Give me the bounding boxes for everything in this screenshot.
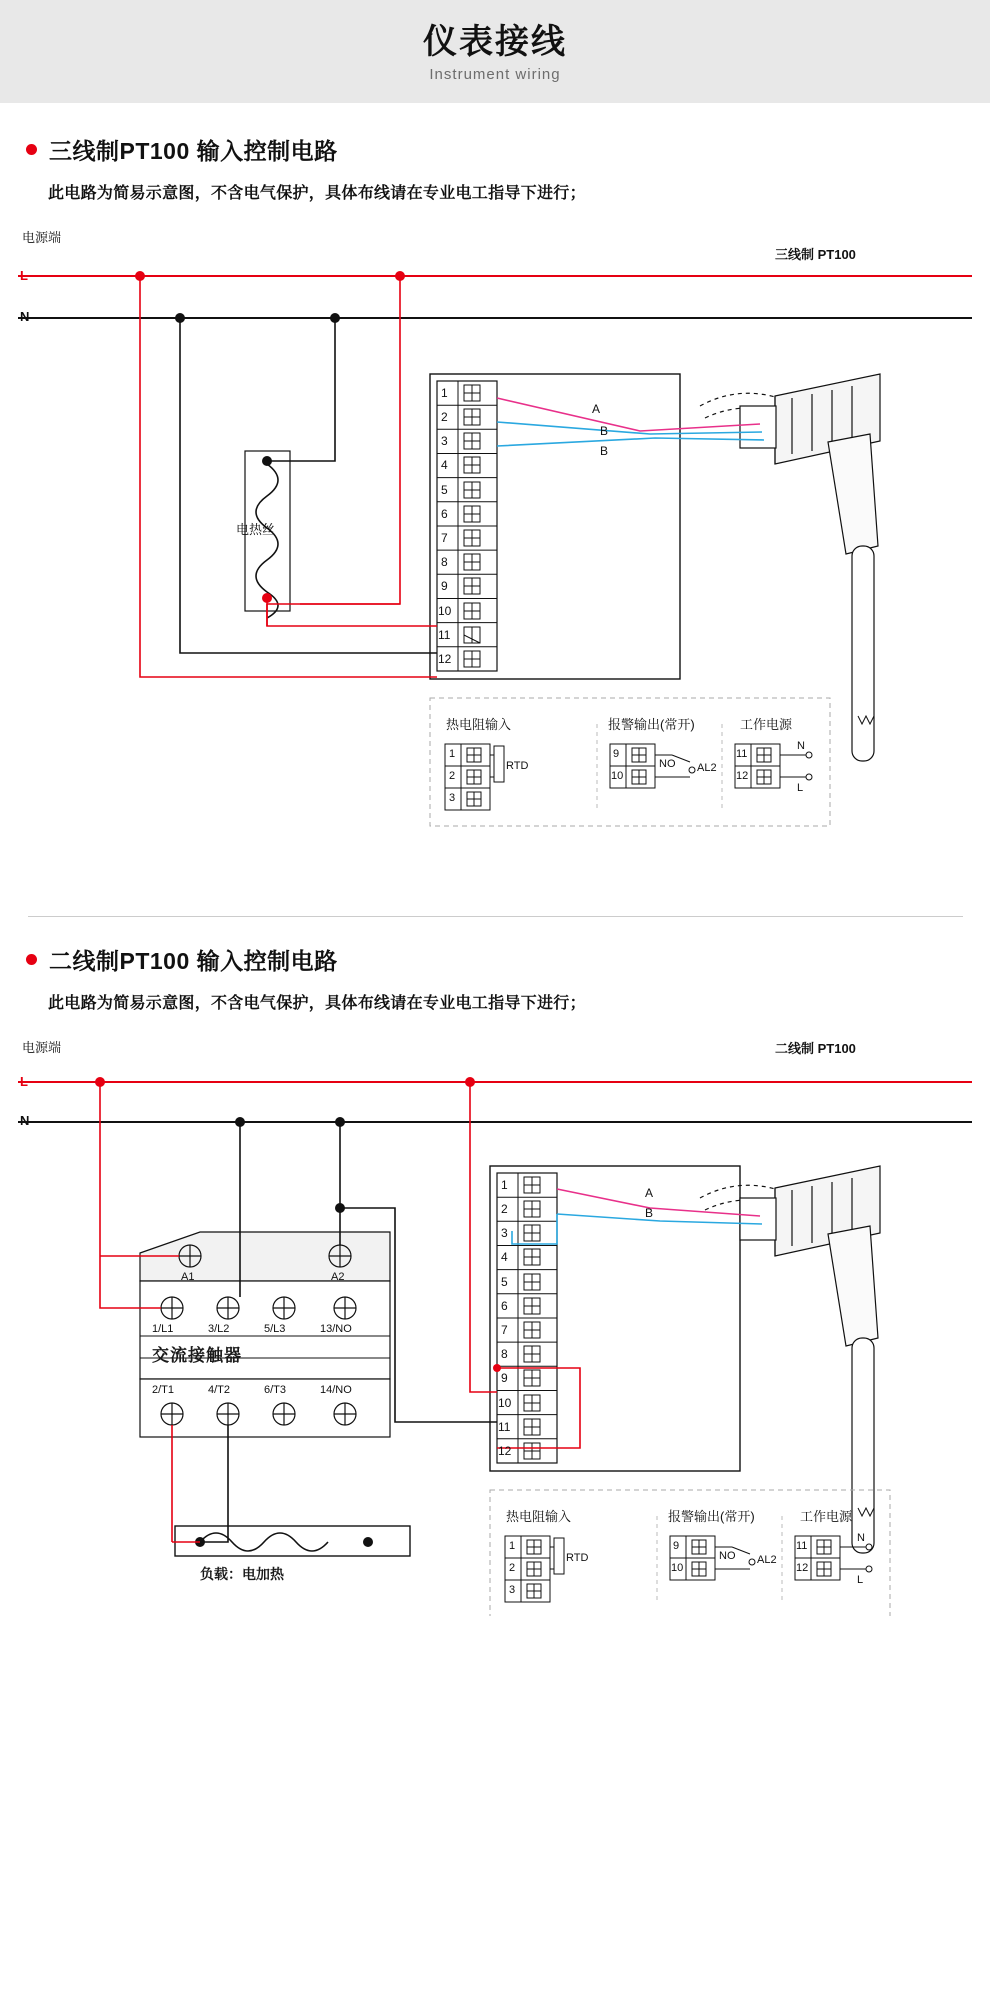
section-three-wire bbox=[0, 133, 990, 916]
terminal-num: 9 bbox=[501, 1371, 508, 1385]
legend-rtd-term: 2 bbox=[449, 770, 456, 782]
terminal-num: 4 bbox=[501, 1250, 508, 1264]
terminal-num: 6 bbox=[501, 1299, 508, 1313]
wire-label-B1-1: B bbox=[600, 424, 609, 438]
load-label: 负载：电加热 bbox=[200, 1566, 284, 1582]
legend-power-term: 11 bbox=[736, 748, 748, 760]
terminal-num: 5 bbox=[441, 483, 448, 497]
two-wire-schematic bbox=[0, 1056, 990, 1616]
page-subtitle: Instrument wiring bbox=[429, 66, 561, 83]
legend-rtd-term: 2 bbox=[509, 1562, 516, 1574]
terminal-num: 8 bbox=[501, 1347, 508, 1361]
wire-label-A-2: A bbox=[645, 1186, 654, 1200]
heater-label: 电热丝 bbox=[236, 522, 276, 537]
section-2-title: 二线制PT100 输入控制电路 bbox=[49, 948, 338, 974]
legend-alarm-term: 10 bbox=[671, 1562, 684, 1574]
contactor-terminal-bottom: 4/T2 bbox=[208, 1384, 231, 1396]
section-1-heading bbox=[26, 133, 990, 166]
terminal-num: 2 bbox=[501, 1202, 508, 1216]
three-wire-schematic bbox=[0, 246, 990, 916]
legend-alarm-title-1: 报警输出(常开) bbox=[608, 717, 695, 732]
section-1-power-label: 电源端 bbox=[22, 230, 62, 245]
contactor-terminal-A1: A1 bbox=[181, 1271, 195, 1283]
terminal-num: 12 bbox=[498, 1444, 512, 1458]
legend-alarm-title-2: 报警输出(常开) bbox=[668, 1509, 755, 1524]
terminal-num: 10 bbox=[498, 1396, 512, 1410]
legend-power-N-2: N bbox=[857, 1532, 865, 1544]
wire-label-B-2: B bbox=[645, 1206, 654, 1220]
terminal-num: 1 bbox=[501, 1178, 508, 1192]
wire-label-A-1: A bbox=[592, 402, 601, 416]
legend-rtd-label-1: RTD bbox=[506, 760, 529, 772]
section-divider bbox=[28, 916, 963, 917]
line-label-L-2: L bbox=[20, 1074, 28, 1089]
legend-power-term: 12 bbox=[796, 1562, 809, 1574]
legend-rtd-label-2: RTD bbox=[566, 1552, 589, 1564]
contactor-terminal-mid: 1/L1 bbox=[152, 1323, 174, 1335]
terminal-num: 7 bbox=[501, 1323, 508, 1337]
terminal-num: 5 bbox=[501, 1275, 508, 1289]
legend-rtd-term: 1 bbox=[509, 1540, 516, 1552]
bullet-icon bbox=[26, 954, 37, 965]
contactor-terminal-A2: A2 bbox=[331, 1271, 345, 1283]
contactor-terminal-mid: 3/L2 bbox=[208, 1323, 230, 1335]
contactor-terminal-bottom: 6/T3 bbox=[264, 1384, 287, 1396]
legend-power-title-2: 工作电源 bbox=[800, 1509, 853, 1524]
legend-power-term: 12 bbox=[736, 770, 749, 782]
terminal-num: 3 bbox=[501, 1226, 508, 1240]
section-1-title: 三线制PT100 输入控制电路 bbox=[49, 138, 338, 164]
terminal-num: 8 bbox=[441, 555, 448, 569]
contactor-terminal-mid: 5/L3 bbox=[264, 1323, 286, 1335]
contactor-terminal-bottom: 14/NO bbox=[320, 1384, 352, 1396]
section-2-heading bbox=[26, 943, 990, 976]
page-title: 仪表接线 bbox=[423, 23, 567, 61]
terminal-num: 6 bbox=[441, 507, 448, 521]
section-two-wire bbox=[0, 943, 990, 1616]
terminal-num: 7 bbox=[441, 531, 448, 545]
wire-label-B2-1: B bbox=[600, 444, 609, 458]
legend-alarm-no-1: NO bbox=[659, 758, 676, 770]
terminal-num: 11 bbox=[438, 628, 451, 642]
page-header bbox=[0, 0, 990, 103]
legend-alarm-name-1: AL2 bbox=[697, 762, 717, 774]
legend-power-title-1: 工作电源 bbox=[740, 717, 793, 732]
terminal-num: 11 bbox=[498, 1420, 511, 1434]
contactor-terminal-bottom: 2/T1 bbox=[152, 1384, 175, 1396]
legend-alarm-term: 10 bbox=[611, 770, 624, 782]
legend-alarm-term: 9 bbox=[613, 748, 620, 760]
legend-rtd-term: 1 bbox=[449, 748, 456, 760]
legend-rtd-term: 3 bbox=[509, 1584, 516, 1596]
section-2-subtitle: 此电路为简易示意图，不含电气保护，具体布线请在专业电工指导下进行； bbox=[48, 995, 586, 1012]
legend-rtd-term: 3 bbox=[449, 792, 456, 804]
legend-alarm-no-2: NO bbox=[719, 1550, 736, 1562]
section-1-subtitle: 此电路为简易示意图，不含电气保护，具体布线请在专业电工指导下进行； bbox=[48, 185, 586, 202]
contactor-terminal-mid: 13/NO bbox=[320, 1323, 352, 1335]
line-label-N-2: N bbox=[20, 1113, 30, 1128]
legend-power-term: 11 bbox=[796, 1540, 808, 1552]
section-2-power-label: 电源端 bbox=[22, 1040, 62, 1055]
legend-power-L-2: L bbox=[857, 1574, 864, 1586]
line-label-L-1: L bbox=[20, 268, 28, 283]
line-label-N-1: N bbox=[20, 309, 30, 324]
sensor-title-2: 二线制 PT100 bbox=[775, 1041, 856, 1056]
legend-power-L-1: L bbox=[797, 782, 804, 794]
legend-rtd-title-1: 热电阻输入 bbox=[446, 717, 512, 732]
legend-power-N-1: N bbox=[797, 740, 805, 752]
legend-alarm-name-2: AL2 bbox=[757, 1554, 777, 1566]
terminal-num: 10 bbox=[438, 604, 452, 618]
legend-rtd-title-2: 热电阻输入 bbox=[506, 1509, 572, 1524]
section-1-diagram bbox=[0, 246, 990, 916]
terminal-num: 1 bbox=[441, 386, 448, 400]
legend-alarm-term: 9 bbox=[673, 1540, 680, 1552]
terminal-num: 2 bbox=[441, 410, 448, 424]
bullet-icon bbox=[26, 144, 37, 155]
contactor-name: 交流接触器 bbox=[152, 1346, 242, 1365]
terminal-num: 3 bbox=[441, 434, 448, 448]
terminal-num: 12 bbox=[438, 652, 452, 666]
terminal-num: 9 bbox=[441, 579, 448, 593]
sensor-title-1: 三线制 PT100 bbox=[775, 247, 856, 262]
terminal-num: 4 bbox=[441, 458, 448, 472]
